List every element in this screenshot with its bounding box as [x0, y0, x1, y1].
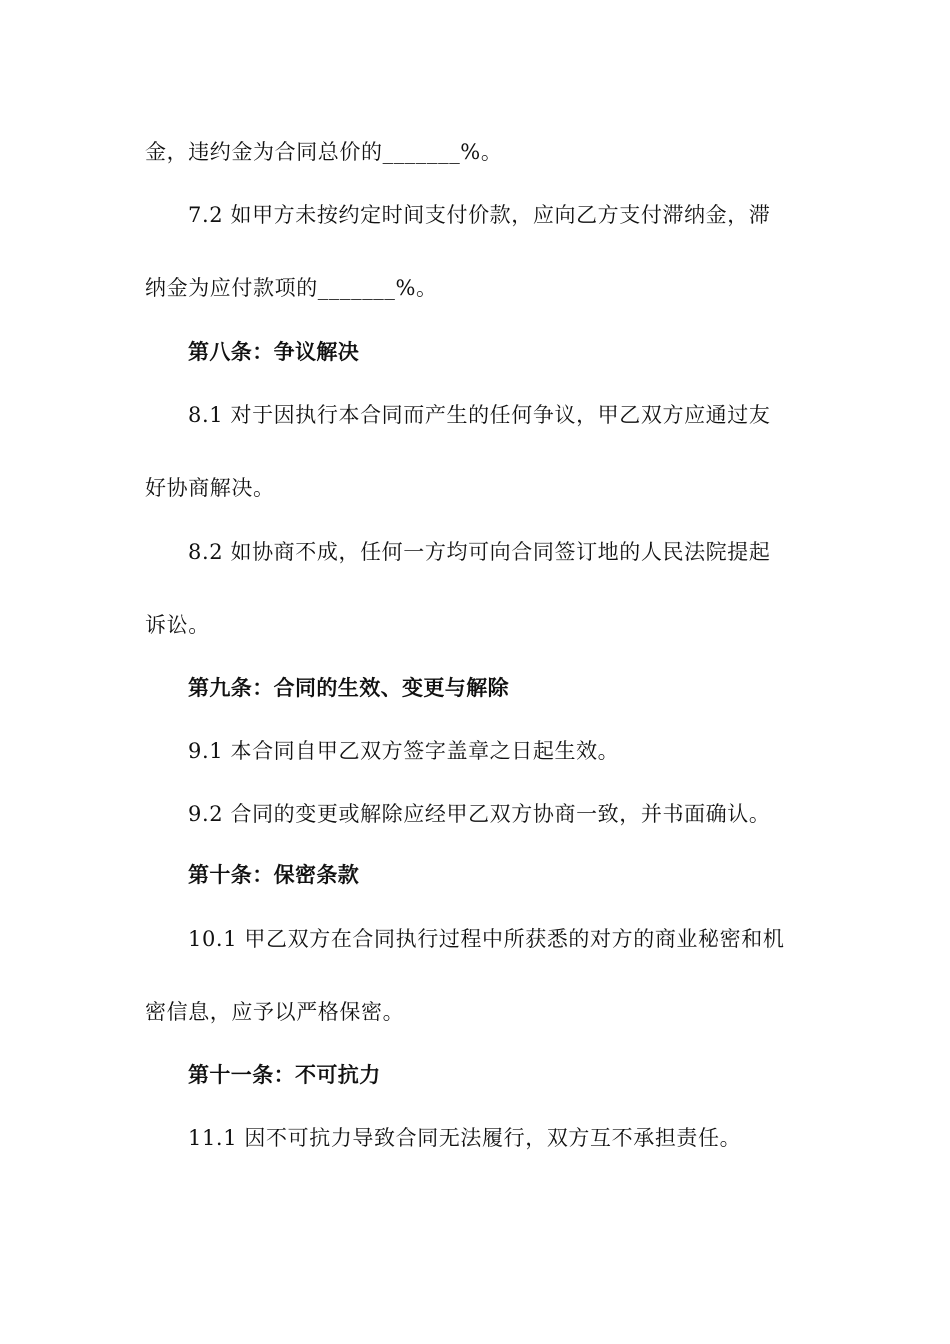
clause-8-1-line-1: 8.1 对于因执行本合同而产生的任何争议，甲乙双方应通过友 [188, 403, 771, 427]
clause-9-2: 9.2 合同的变更或解除应经甲乙双方协商一致，并书面确认。 [188, 802, 771, 826]
clause-8-2-line-1: 8.2 如协商不成，任何一方均可向合同签订地的人民法院提起 [188, 540, 771, 564]
clause-9-1: 9.1 本合同自甲乙双方签字盖章之日起生效。 [188, 739, 620, 763]
section-9-heading: 第九条：合同的生效、变更与解除 [188, 676, 509, 700]
clause-8-1-line-2: 好协商解决。 [145, 476, 275, 500]
section-10-heading: 第十条：保密条款 [188, 863, 360, 887]
clause-11-1: 11.1 因不可抗力导致合同无法履行，双方互不承担责任。 [188, 1126, 742, 1150]
section-8-heading: 第八条：争议解决 [188, 340, 360, 364]
clause-10-1-line-1: 10.1 甲乙双方在合同执行过程中所获悉的对方的商业秘密和机 [188, 927, 785, 951]
clause-7-2-line-1: 7.2 如甲方未按约定时间支付价款，应向乙方支付滞纳金，滞 [188, 203, 771, 227]
clause-7-1-continuation: 金，违约金为合同总价的_______%。 [145, 140, 503, 164]
clause-8-2-line-2: 诉讼。 [145, 613, 210, 637]
section-11-heading: 第十一条：不可抗力 [188, 1063, 381, 1087]
clause-7-2-line-2: 纳金为应付款项的_______%。 [145, 276, 438, 300]
clause-10-1-line-2: 密信息，应予以严格保密。 [145, 1000, 405, 1024]
